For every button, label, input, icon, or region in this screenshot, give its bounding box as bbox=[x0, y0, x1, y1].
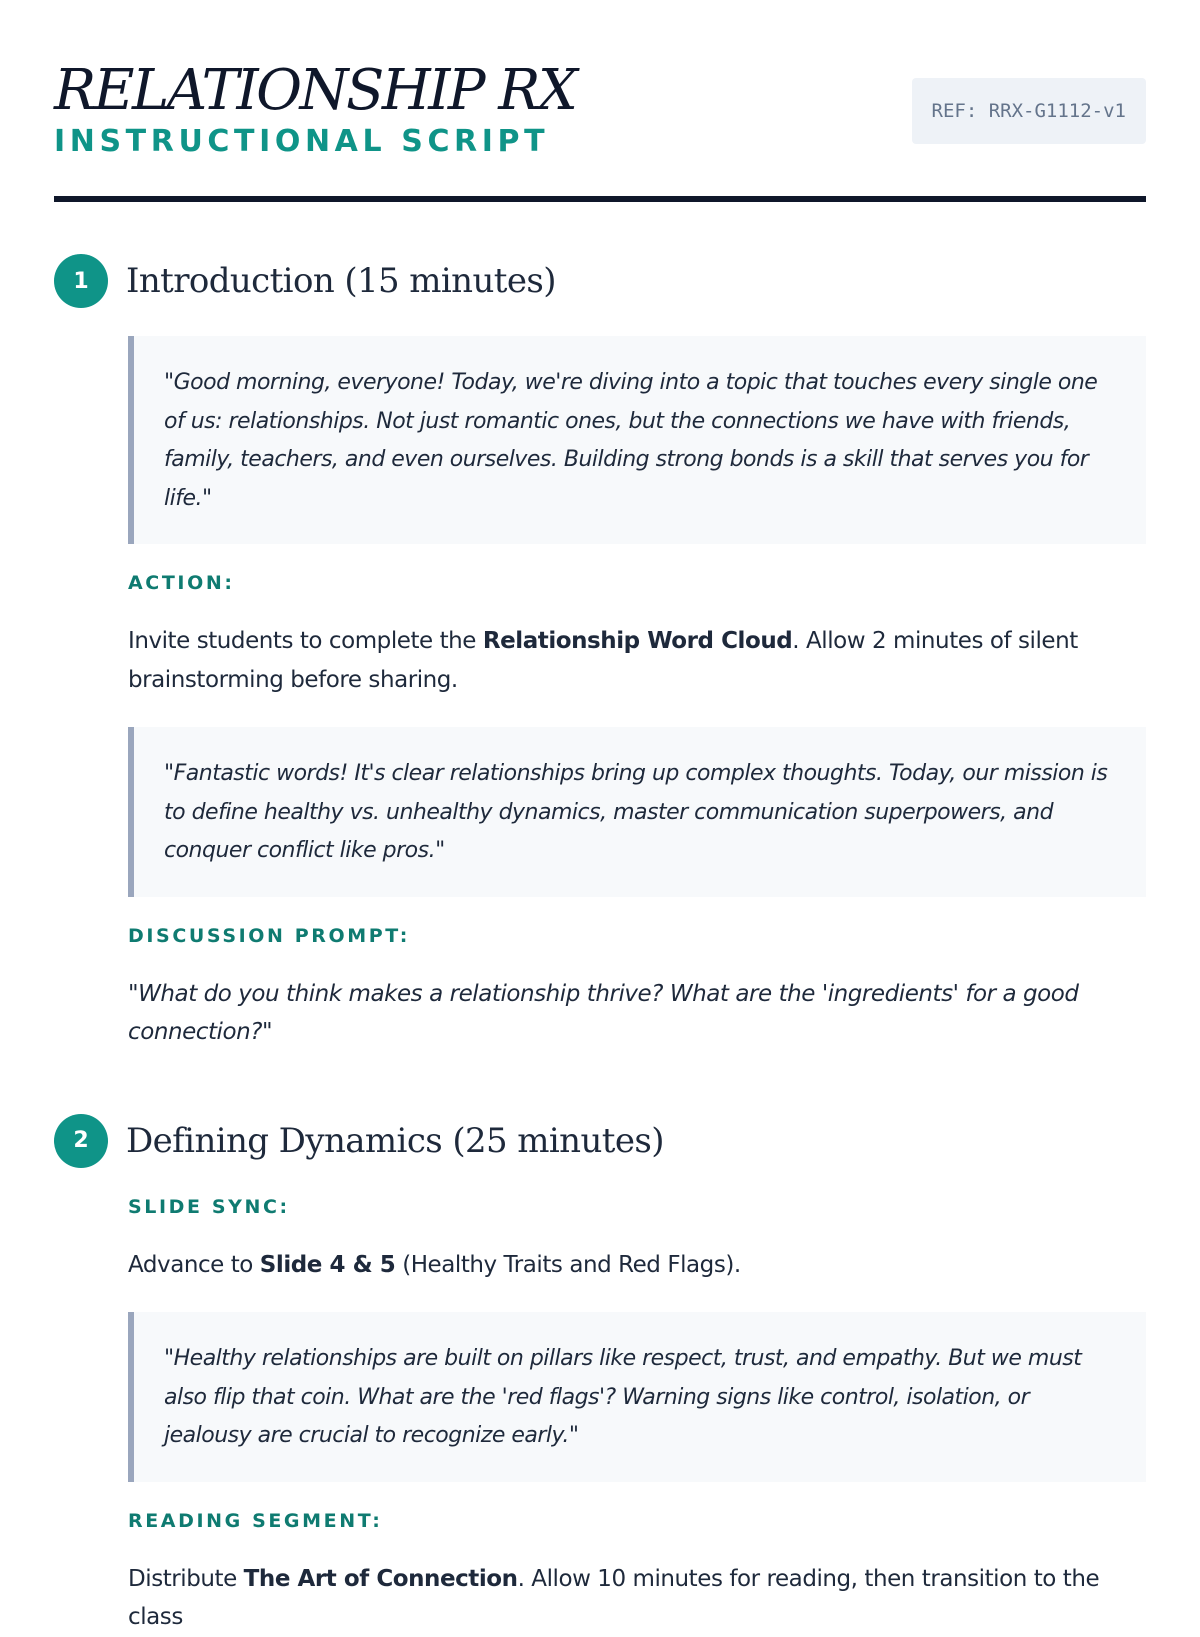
section-content bbox=[128, 336, 1146, 1052]
section-number-badge: 2 bbox=[54, 1114, 108, 1168]
discussion-prompt-text: "What do you think makes a relationship thrive? What are the 'ingredients' for a good connection?" bbox=[128, 980, 1079, 1045]
reading-segment-pre: Distribute bbox=[128, 1565, 244, 1592]
slide-sync-label: SLIDE SYNC: bbox=[128, 1195, 290, 1218]
slide-sync-text bbox=[128, 1246, 1146, 1285]
section-title: Defining Dynamics (25 minutes) bbox=[126, 1120, 664, 1161]
script-quote: "Healthy relationships are built on pillars like respect, trust, and empathy. But we must also flip that coin. What are the 'red flags'? Warning signs like control, isolation, or jealousy are crucial to recognize early." bbox=[128, 1312, 1146, 1482]
section-title: Introduction (15 minutes) bbox=[126, 261, 556, 301]
slide-sync-post: (Healthy Traits and Red Flags). bbox=[395, 1251, 741, 1278]
script-quote: "Fantastic words! It's clear relationships bring up complex thoughts. Today, our mission is to define healthy vs. unhealthy dynamics, master communication superpowers, and conquer conflict like pros." bbox=[128, 727, 1146, 897]
section-introduction bbox=[54, 254, 1146, 1052]
action-text bbox=[128, 622, 1146, 699]
reading-segment-post: . Allow 10 minutes for reading, then transition to the class bbox=[128, 1565, 1100, 1630]
action-label: ACTION: bbox=[128, 572, 235, 594]
action-text-post: . Allow 2 minutes of silent brainstorming before sharing. bbox=[128, 628, 1078, 693]
document-header bbox=[54, 0, 1146, 202]
script-quote: "Good morning, everyone! Today, we're diving into a topic that touches every single one of us: relationships. Not just romantic ones, but the connections we have with friends, family, teachers, and even ourselves. Building strong bonds is a skill that serves you for life." bbox=[128, 336, 1146, 544]
section-heading bbox=[54, 254, 1146, 308]
reading-segment-label: READING SEGMENT: bbox=[128, 1509, 383, 1532]
document-title: RELATIONSHIP RX bbox=[54, 58, 576, 123]
reading-segment-bold: The Art of Connection bbox=[243, 1565, 518, 1592]
section-heading bbox=[54, 1114, 1146, 1168]
action-text-bold: Relationship Word Cloud bbox=[482, 628, 793, 654]
reading-segment-text bbox=[128, 1560, 1146, 1637]
discussion-prompt-label: DISCUSSION PROMPT: bbox=[128, 924, 411, 947]
section-defining-dynamics bbox=[54, 1114, 1146, 1637]
reference-badge: REF: RRX-G1112-v1 bbox=[912, 78, 1146, 144]
slide-sync-pre: Advance to bbox=[128, 1251, 260, 1278]
action-text-pre: Invite students to complete the bbox=[128, 628, 483, 654]
section-number-badge: 1 bbox=[54, 254, 108, 308]
section-content bbox=[128, 1196, 1146, 1637]
slide-sync-bold: Slide 4 & 5 bbox=[259, 1251, 396, 1278]
document-subtitle: INSTRUCTIONAL SCRIPT bbox=[54, 124, 550, 159]
